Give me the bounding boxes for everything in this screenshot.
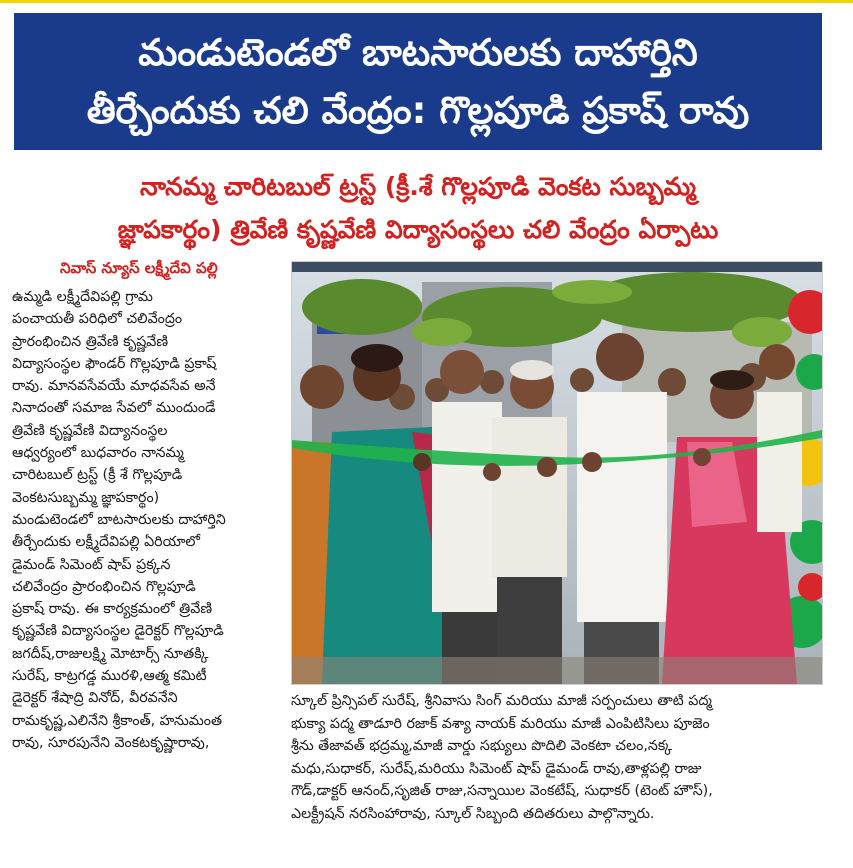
headline-banner	[14, 13, 822, 150]
caption-line: మధు,సుధాకర్, సురేష్,మరియు సిమెంట్ షాప్ డైమండ్ రావు,తాళ్లపల్లి రాజు	[291, 760, 702, 777]
article-body-line: చారిటబుల్ ట్రస్ట్ (క్రీ శే గొల్లపూడి	[12, 467, 183, 484]
article-body-line: సురేష్, కాట్రగడ్డ మురళి,ఆత్మ కమిటీ	[12, 668, 207, 685]
article-body-line: విద్యాసంస్థల ఫౌండర్ గొల్లపూడి ప్రకాష్	[12, 355, 217, 372]
article-body-line: చలివేంద్రం ప్రారంభించిన గొల్లపూడి	[12, 578, 196, 595]
article-body-line: రావు, సూరపునేని వెంకటకృష్ణారావు,	[12, 734, 210, 751]
subhead-line-2: జ్ఞాపకార్థం) త్రివేణి కృష్ణవేణి విద్యాసంస్థలు చలి వేంద్రం ఏర్పాటు	[117, 215, 719, 244]
caption-line: భుక్యా పద్మ తాడూరి రజాక్ వశ్యా నాయక్ మరియు మాజీ ఎంపిటిసిలు పూజెం	[291, 715, 710, 732]
article-body-line: వెంకటసుబ్బమ్మ జ్ఞాపకార్థం)	[12, 489, 160, 506]
article-body-line: డైమండ్ సిమెంట్ షాప్ ప్రక్కన	[12, 556, 171, 573]
article-body-line: రామకృష్ణ,ఎలినేని శ్రీకాంత్, హనుమంత	[12, 712, 223, 729]
subheadline	[14, 165, 822, 251]
caption-line: ఎలక్ట్రీషన్ నరసింహారావు, స్కూల్ సిబ్బంది తదితరులు పాల్గొన్నారు.	[291, 805, 655, 822]
article-body-line: నినాదంతో సమాజ సేవలో ముందుండే	[12, 400, 216, 417]
byline: నివాస్ న్యూస్ లక్ష్మీదేవి పల్లి	[60, 259, 218, 277]
article-body-line: పంచాయతీ పరిధిలో చలివేంద్రం	[12, 311, 183, 328]
article-body-line: ఆధ్వర్యంలో బుధవారం నానమ్మ	[12, 445, 184, 462]
photo-caption	[291, 690, 827, 825]
caption-line: శ్రీను తేజావత్ భద్రమ్మ,మాజీ వార్డు సభ్యులు పొదిలి వెంకటా చలం,నక్క	[291, 738, 673, 754]
article-body-line: మండుటెండలో బాటసారులకు దాహార్తిని	[12, 511, 226, 528]
article-body-line: కృష్ణవేణి విద్యాసంస్థల డైరెక్టర్ గొల్లపూడి	[12, 623, 224, 640]
article-body	[12, 286, 280, 754]
article-body-line: తీర్చేందుకు లక్ష్మీదేవిపల్లి ఏరియాలో	[12, 534, 200, 551]
top-accent-line	[0, 0, 853, 3]
caption-line: స్కూల్ ప్రిన్సిపల్ సురేష్, శ్రీనివాసు సింగ్ మరియు మాజీ సర్పంచులు తాటి పద్మ	[291, 693, 712, 709]
caption-line: గౌడ్,డాక్టర్ ఆనంద్,సృజిత్ రాజు,సన్నాయిల వెంకటేష్, సుధాకర్ (టెంట్ హౌస్),	[291, 783, 713, 799]
article-body-line: ప్రారంభించిన త్రివేణి కృష్ణవేణి	[12, 333, 169, 350]
news-photo	[291, 261, 823, 685]
headline-line-2: తీర్చేందుకు చలి వేంద్రం: గొల్లపూడి ప్రకాష్ రావు	[86, 88, 750, 132]
article-body-line: డైరెక్టర్ శేషాద్రి వినోద్, వీరవనేని	[12, 690, 178, 707]
article-body-line: ప్రకాష్ రావు. ఈ కార్యక్రమంలో త్రివేణి	[12, 601, 213, 618]
article-body-line: జగదీష్,రాజులక్ష్మి మోటార్స్ నూతక్కి	[12, 645, 209, 662]
photo-illustration	[292, 262, 822, 684]
subhead-line-1: నానమ్మ చారిటబుల్ ట్రస్ట్ (క్రీ.శే గొల్లపూడి వెంకట సుబ్బమ్మ	[139, 172, 697, 201]
article-body-line: ఉమ్మడి లక్ష్మీదేవిపల్లి గ్రామ	[12, 289, 153, 305]
article-body-line: రావు. మానవసేవయే మాధవసేవ అనే	[12, 378, 216, 395]
article-body-line: త్రివేణి కృష్ణవేణి విద్యానంస్థల	[12, 422, 168, 439]
headline-line-1: మండుటెండలో బాటసారులకు దాహార్తిని	[138, 30, 698, 74]
